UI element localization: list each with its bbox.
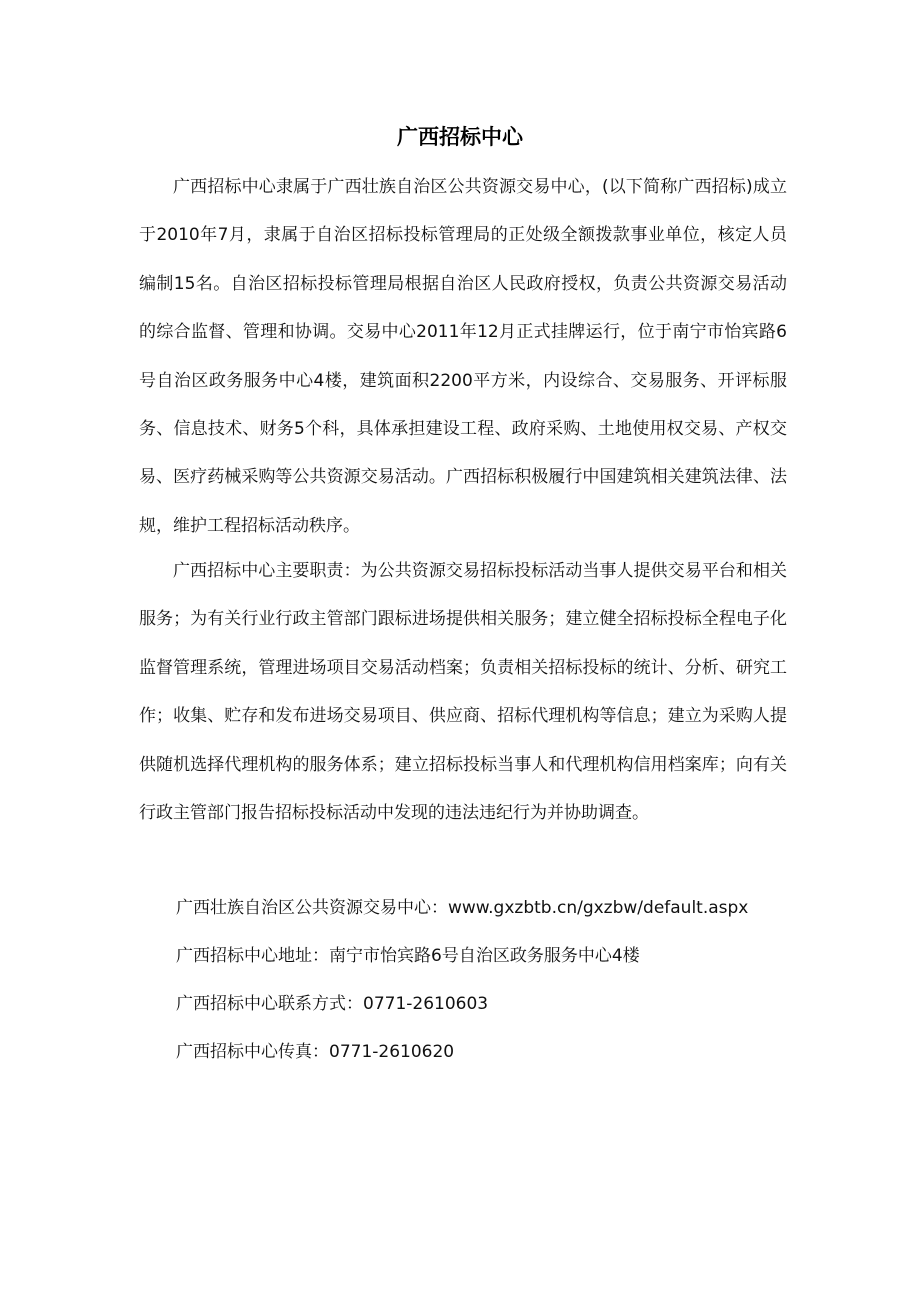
intro-paragraph: 广西招标中心隶属于广西壮族自治区公共资源交易中心，(以下简称广西招标)成立于2010年7月，隶属于自治区招标投标管理局的正处级全额拨款事业单位，核定人员编制15名。自治区招标投标管理局根据自治区人民政府授权，负责公共资源交易活动的综合监督、管理和协调。交易中心2011年12月正式挂牌运行，位于南宁市怡宾路6号自治区政务服务中心4楼，建筑面积2200平方米，内设综合、交易服务、开评标服务、信息技术、财务5个科，具体承担建设工程、政府采购、土地使用权交易、产权交易、医疗药械采购等公共资源交易活动。广西招标积极履行中国建筑相关建筑法律、法规，维护工程招标活动秩序。 <box>139 177 787 536</box>
document-title: 广西招标中心 <box>397 125 523 149</box>
phone-line: 广西招标中心联系方式：0771-2610603 <box>176 994 489 1014</box>
website-line: 广西壮族自治区公共资源交易中心：www.gxzbtb.cn/gxzbw/default.aspx <box>176 898 749 918</box>
duties-paragraph: 广西招标中心主要职责：为公共资源交易招标投标活动当事人提供交易平台和相关服务；为有关行业行政主管部门跟标进场提供相关服务；建立健全招标投标全程电子化监督管理系统，管理进场项目交易活动档案；负责相关招标投标的统计、分析、研究工作；收集、贮存和发布进场交易项目、供应商、招标代理机构等信息；建立为采购人提供随机选择代理机构的服务体系；建立招标投标当事人和代理机构信用档案库；向有关行政主管部门报告招标投标活动中发现的违法违纪行为并协助调查。 <box>139 561 787 824</box>
fax-line: 广西招标中心传真：0771-2610620 <box>176 1042 455 1062</box>
address-line: 广西招标中心地址：南宁市怡宾路6号自治区政务服务中心4楼 <box>176 946 640 966</box>
